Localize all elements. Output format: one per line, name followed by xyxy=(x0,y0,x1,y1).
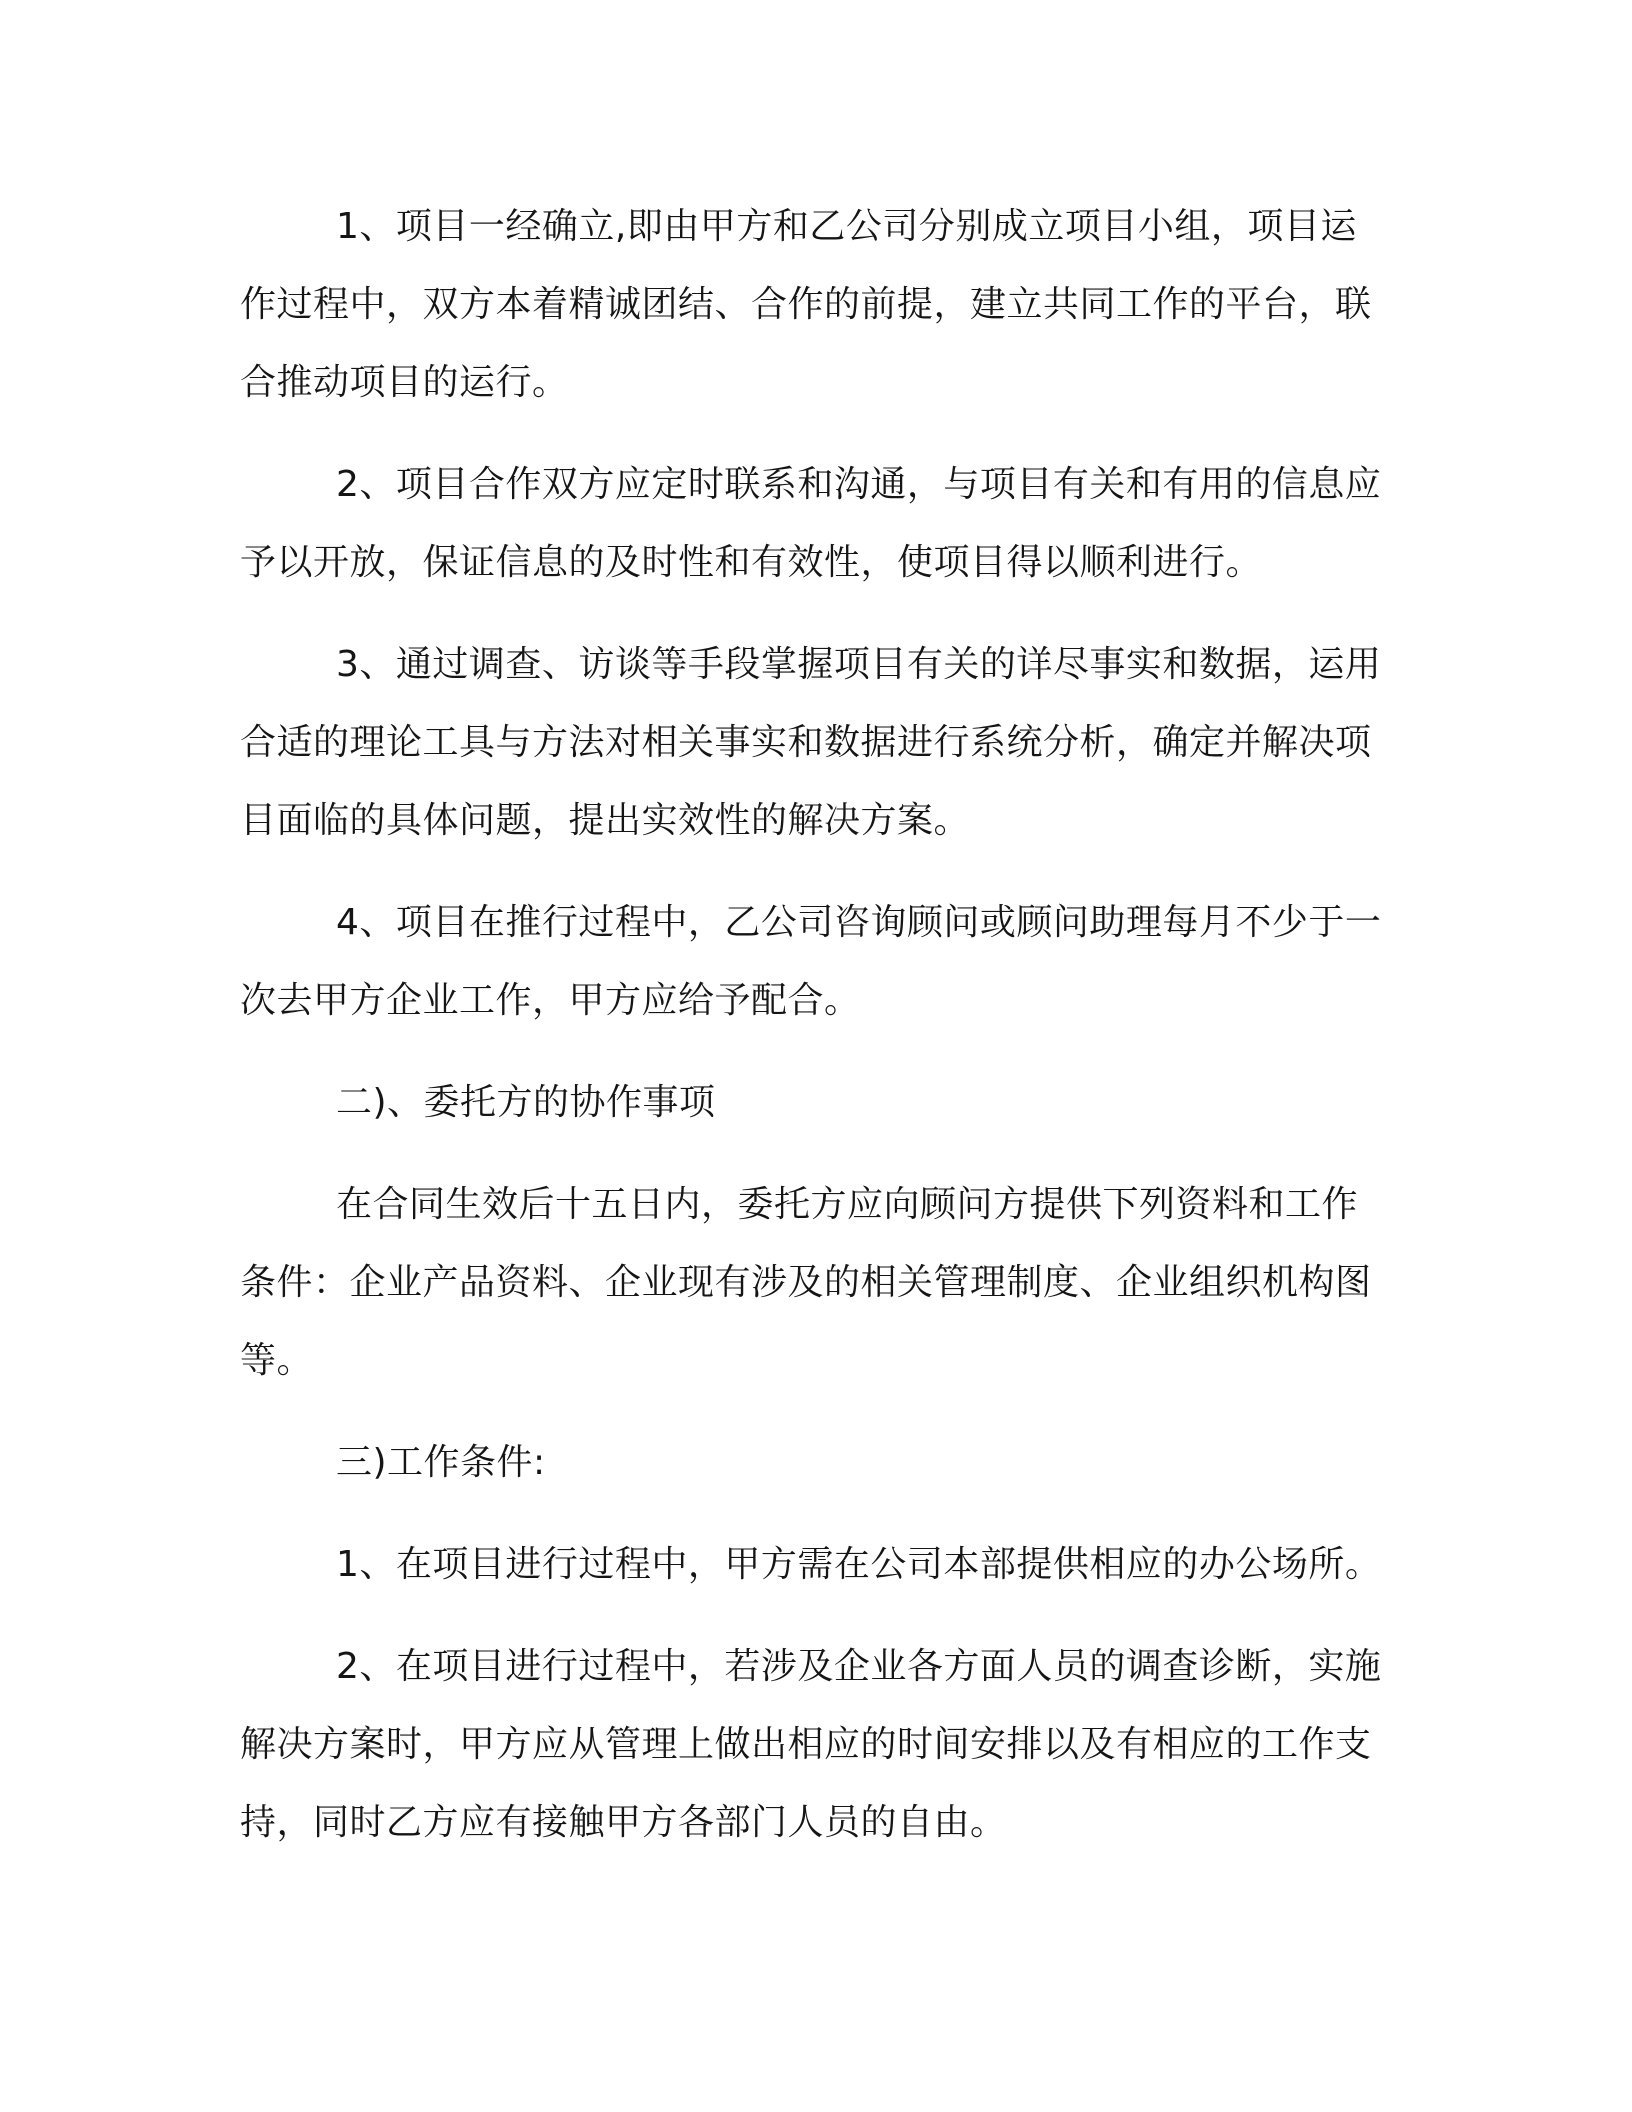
paragraph-staff-access: 2、在项目进行过程中，若涉及企业各方面人员的调查诊断，实施解决方案时，甲方应从管理上做出相应的时间安排以及有相应的工作支持，同时乙方应有接触甲方各部门人员的自由。 xyxy=(240,1646,1382,1843)
paragraph-2: 2、项目合作双方应定时联系和沟通，与项目有关和有用的信息应予以开放，保证信息的及时性和有效性，使项目得以顺利进行。 xyxy=(240,464,1382,583)
document-body xyxy=(240,188,1390,1886)
paragraph-1: 1、项目一经确立,即由甲方和乙公司分别成立项目小组，项目运作过程中，双方本着精诚团结、合作的前提，建立共同工作的平台，联合推动项目的运行。 xyxy=(240,206,1372,403)
section-heading-client-cooperation: 二)、委托方的协作事项 xyxy=(336,1082,716,1123)
section-heading-work-conditions: 三)工作条件: xyxy=(336,1442,546,1483)
paragraph-4: 4、项目在推行过程中，乙公司咨询顾问或顾问助理每月不少于一次去甲方企业工作，甲方应给予配合。 xyxy=(240,902,1382,1021)
paragraph-office-space: 1、在项目进行过程中，甲方需在公司本部提供相应的办公场所。 xyxy=(336,1544,1382,1585)
paragraph-client-materials: 在合同生效后十五日内，委托方应向顾问方提供下列资料和工作条件：企业产品资料、企业现有涉及的相关管理制度、企业组织机构图等。 xyxy=(240,1184,1372,1381)
paragraph-3: 3、通过调查、访谈等手段掌握项目有关的详尽事实和数据，运用合适的理论工具与方法对相关事实和数据进行系统分析，确定并解决项目面临的具体问题，提出实效性的解决方案。 xyxy=(240,644,1382,841)
